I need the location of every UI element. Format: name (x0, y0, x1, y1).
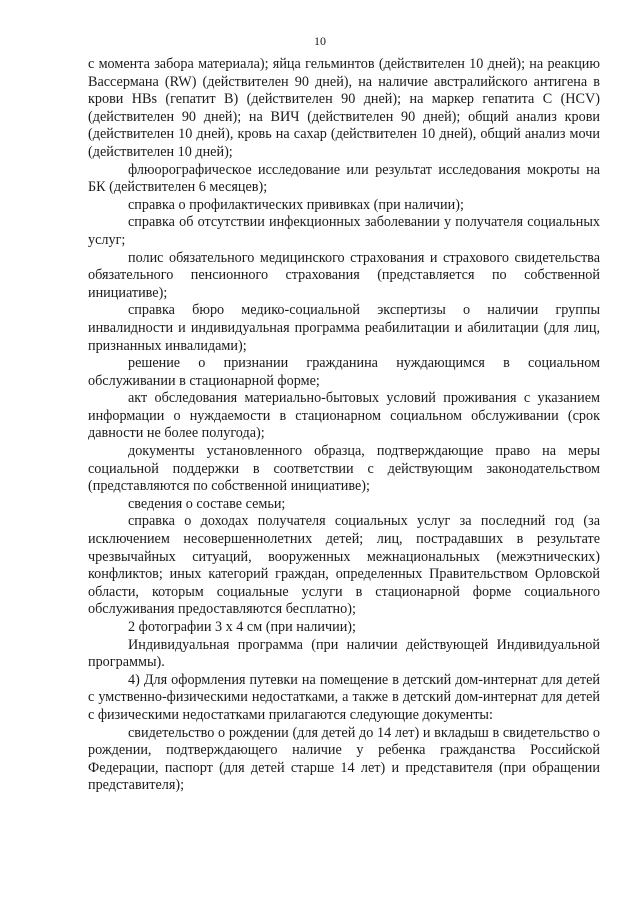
document-body (88, 56, 600, 795)
paragraph: полис обязательного медицинского страхования и страхового свидетельства обязательного пенсионного страхования (представляется по собственной инициативе); (88, 249, 600, 301)
page-number: 10 (314, 34, 326, 48)
paragraph: флюорографическое исследование или результат исследования мокроты на БК (действителен 6 месяцев); (88, 161, 600, 196)
paragraph: справка о доходах получателя социальных услуг за последний год (за исключением несовершеннолетних детей; лиц, пострадавших в результате чрезвычайных ситуаций, вооруженных межнациональных (межэтнических) конфликтов; иных категорий граждан, определенных Правительством Орловской области, которым социальные услуги в стационарной форме социального обслуживания предоставляются бесплатно); (88, 513, 600, 618)
paragraph: 2 фотографии 3 х 4 см (при наличии); (128, 619, 356, 635)
paragraph: документы установленного образца, подтверждающие право на меры социальной поддержки в соответствии с действующим законодательством (представляются по собственной инициативе); (88, 443, 600, 495)
paragraph: Индивидуальная программа (при наличии действующей Индивидуальной программы). (88, 636, 600, 671)
paragraph: свидетельство о рождении (для детей до 14 лет) и вкладыш в свидетельство о рождении, подтверждающего наличие у ребенка гражданства Российской Федерации, паспорт (для детей старше 14 лет) и представителя (при обращении представителя); (88, 724, 600, 794)
paragraph: сведения о составе семьи; (128, 495, 286, 512)
paragraph: акт обследования материально-бытовых условий проживания с указанием информации о нуждаемости в стационарном социальном обслуживании (срок давности не более полугода); (88, 390, 600, 442)
paragraph: 4) Для оформления путевки на помещение в детский дом-интернат для детей с умственно-физическими недостатками, а также в детский дом-интернат для детей с физическими недостатками прилагаются следующие документы: (88, 671, 600, 723)
paragraph: решение о признании гражданина нуждающимся в социальном обслуживании в стационарной форме; (88, 355, 600, 389)
paragraph: с момента забора материала); яйца гельминтов (действителен 10 дней); на реакцию Вассермана (RW) (действителен 90 дней), на наличие австралийского антигена в крови HBs (гепатит В) (действителен 90 дней); на маркер гепатита С (HCV) (действителен 90 дней); на ВИЧ (действителен 90 дней); общий анализ крови (действителен 10 дней), кровь на сахар (действителен 10 дней), общий анализ мочи (действителен 10 дней); (88, 56, 600, 160)
paragraph: справка о профилактических прививках (при наличии); (128, 196, 464, 213)
paragraph: справка об отсутствии инфекционных заболевании у получателя социальных услуг; (88, 214, 600, 248)
paragraph: справка бюро медико-социальной экспертизы о наличии группы инвалидности и индивидуальная программа реабилитации и абилитации (для лиц, признанных инвалидами); (88, 302, 600, 354)
